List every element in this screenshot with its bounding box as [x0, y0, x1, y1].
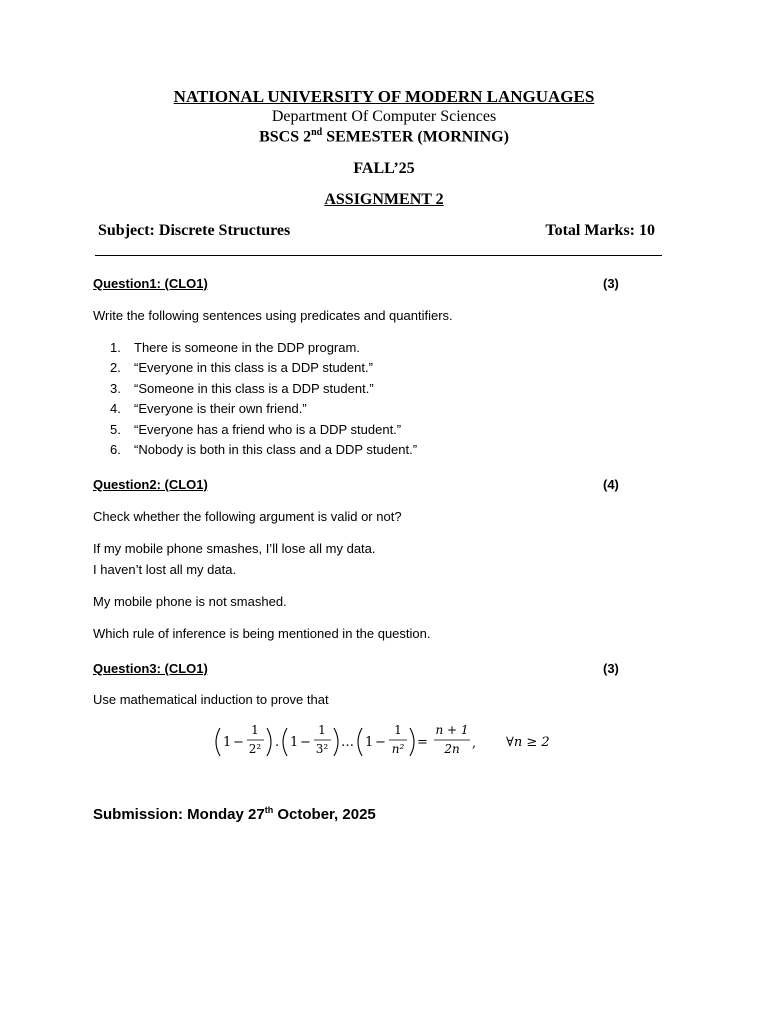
question2-followup: Which rule of inference is being mentioned in the question. [93, 626, 431, 641]
ellipsis: … [341, 735, 354, 750]
program-prefix: BSCS 2 [259, 128, 312, 146]
question3-heading: Question3: (CLO1) [93, 661, 208, 676]
list-number: 2. [110, 360, 121, 376]
premise-2: I haven’t lost all my data. [93, 562, 237, 577]
minus-sign: − [233, 735, 244, 750]
left-paren [358, 728, 362, 756]
total-marks: Total Marks: 10 [545, 222, 655, 239]
header-divider [95, 255, 662, 256]
question3-instruction: Use mathematical induction to prove that [93, 692, 329, 707]
minus-sign: − [375, 735, 386, 750]
list-text: There is someone in the DDP program. [134, 340, 360, 355]
numerator: 1 [251, 723, 259, 737]
program-sup: nd [311, 127, 323, 138]
denominator: 3² [315, 742, 329, 756]
right-paren [334, 728, 338, 756]
numerator: 1 [394, 723, 402, 737]
induction-formula [212, 720, 572, 764]
question1-instruction: Write the following sentences using predicates and quantifiers. [93, 308, 453, 323]
forall-condition: ∀n ≥ 2 [506, 735, 550, 750]
submission-prefix: Submission: Monday 27 [93, 806, 265, 823]
left-paren [216, 728, 220, 756]
list-text: “Someone in this class is a DDP student.” [134, 380, 374, 396]
equals-sign: = [417, 735, 428, 750]
list-text: “Nobody is both in this class and a DDP student.” [134, 441, 418, 457]
list-text: “Everyone is their own friend.” [134, 401, 307, 417]
list-number: 6. [110, 441, 121, 457]
right-paren [267, 728, 271, 756]
submission-deadline [93, 805, 376, 823]
list-text: “Everyone has a friend who is a DDP student.” [134, 421, 402, 437]
department-name: Department Of Computer Sciences [271, 108, 497, 125]
list-text: “Everyone in this class is a DDP student.” [134, 360, 373, 376]
rhs-denominator: 2n [444, 742, 460, 756]
one: 1 [365, 735, 374, 750]
program-line [0, 127, 768, 146]
assignment-title: ASSIGNMENT 2 [324, 191, 444, 208]
list-number: 5. [110, 421, 121, 437]
term: FALL’25 [353, 160, 415, 177]
list-item [110, 442, 417, 462]
question1-list [110, 340, 417, 462]
left-paren [283, 728, 287, 756]
premise-1: If my mobile phone smashes, I’ll lose all my data. [93, 541, 376, 556]
list-number: 4. [110, 401, 121, 417]
right-paren [410, 728, 414, 756]
one: 1 [290, 735, 299, 750]
conclusion: My mobile phone is not smashed. [93, 594, 287, 609]
list-item [110, 340, 417, 360]
list-item [110, 401, 417, 421]
denominator: n² [391, 742, 405, 756]
question1-heading: Question1: (CLO1) [93, 276, 208, 291]
question2-instruction: Check whether the following argument is valid or not? [93, 509, 402, 524]
question3-marks: (3) [603, 661, 619, 676]
list-item [110, 381, 417, 401]
university-name: NATIONAL UNIVERSITY OF MODERN LANGUAGES [173, 87, 595, 106]
list-number: 1. [110, 340, 121, 355]
minus-sign: − [300, 735, 311, 750]
list-number: 3. [110, 380, 121, 396]
dot-operator: . [275, 735, 280, 750]
rhs-numerator: n + 1 [435, 723, 469, 737]
program-suffix: SEMESTER (MORNING) [322, 128, 509, 146]
list-item [110, 422, 417, 442]
numerator: 1 [318, 723, 326, 737]
list-item [110, 360, 417, 380]
submission-suffix: October, 2025 [273, 806, 376, 823]
subject: Subject: Discrete Structures [98, 222, 291, 239]
submission-sup: th [264, 805, 274, 815]
question1-marks: (3) [603, 276, 619, 291]
question2-heading: Question2: (CLO1) [93, 477, 208, 492]
question2-marks: (4) [603, 477, 619, 492]
denominator: 2² [248, 742, 262, 756]
one: 1 [223, 735, 232, 750]
comma: , [472, 736, 477, 751]
